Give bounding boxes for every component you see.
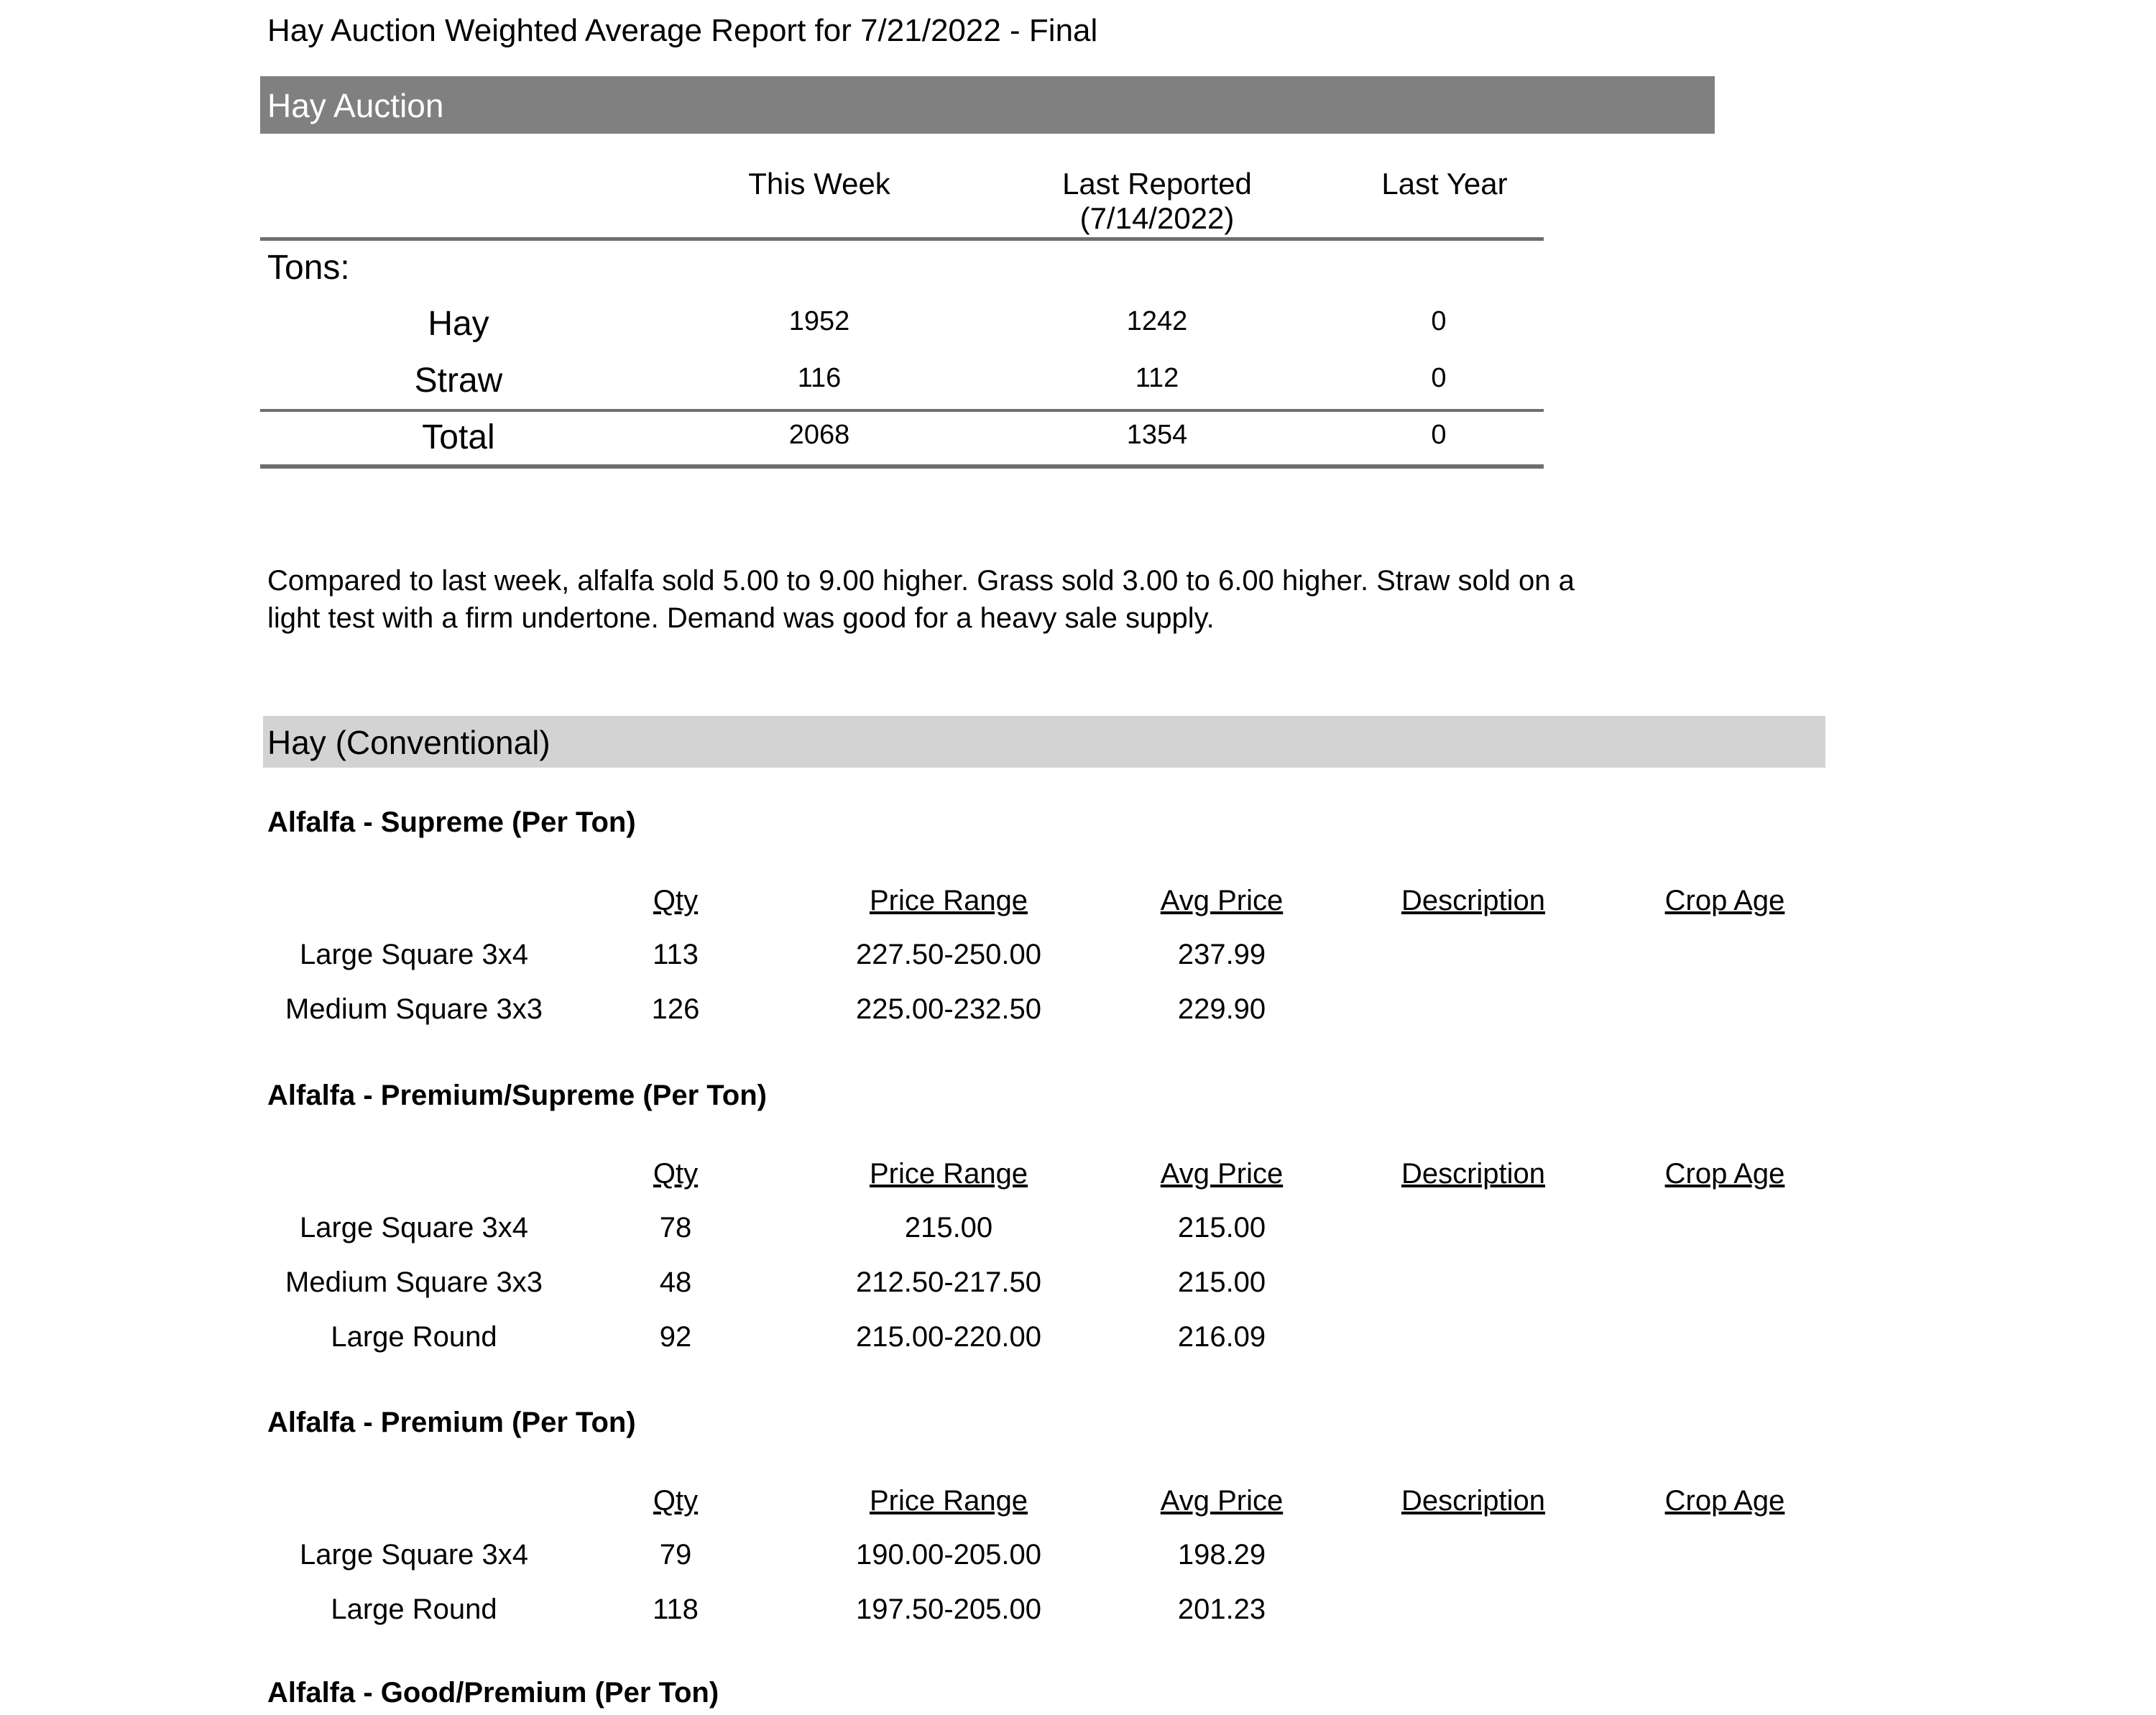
- table-row-type: Medium Square 3x3: [285, 1266, 543, 1298]
- table-row-avg: 237.99: [1177, 939, 1266, 970]
- summary-bottom-rule: [260, 464, 1544, 469]
- col-header-qty: Qty: [653, 1158, 699, 1190]
- table-row-qty: 118: [653, 1594, 699, 1625]
- table-row-range: 225.00-232.50: [855, 993, 1041, 1025]
- table-row-avg: 198.29: [1177, 1539, 1266, 1571]
- summary-cell: 1242: [1126, 306, 1188, 336]
- col-header-avg-price: Avg Price: [1160, 1485, 1284, 1517]
- col-header-qty: Qty: [653, 1485, 699, 1517]
- table-row-type: Medium Square 3x3: [285, 993, 543, 1025]
- table-row-qty: 126: [651, 993, 700, 1025]
- col-last-reported: [1013, 167, 1301, 236]
- tons-label: Tons:: [267, 249, 350, 287]
- market-commentary: Compared to last week, alfalfa sold 5.00 to 9.00 higher. Grass sold 3.00 to 6.00 higher. Straw sold on a light test with a firm undertone. Demand was good for a heavy sale supply.: [267, 565, 1575, 634]
- table-row-range: 227.50-250.00: [855, 939, 1041, 970]
- summary-total-rule: [260, 409, 1544, 412]
- col-header-crop-age: Crop Age: [1664, 1158, 1785, 1190]
- table-row-qty: 79: [659, 1539, 692, 1571]
- hay-auction-section-header: [260, 76, 1715, 134]
- table-row-avg: 215.00: [1177, 1212, 1266, 1243]
- summary-cell: 2068: [788, 420, 850, 450]
- col-last-reported-label: Last Reported: [1062, 167, 1252, 201]
- col-last-year: Last Year: [1381, 167, 1508, 201]
- table-row-qty: 78: [659, 1212, 692, 1243]
- table-row-qty: 48: [659, 1266, 692, 1298]
- table-row-type: Large Square 3x4: [299, 939, 528, 970]
- table-row-range: 212.50-217.50: [855, 1266, 1041, 1298]
- col-last-reported-date: (7/14/2022): [1079, 201, 1235, 235]
- summary-row-label: Total: [422, 418, 495, 456]
- summary-cell: 0: [1431, 420, 1447, 450]
- report-title: Hay Auction Weighted Average Report for 7/21/2022 - Final: [267, 13, 1098, 48]
- summary-cell: 116: [797, 363, 842, 393]
- table-row-avg: 229.90: [1177, 993, 1266, 1025]
- summary-cell: 112: [1135, 363, 1179, 393]
- summary-cell: 1952: [788, 306, 850, 336]
- col-header-crop-age: Crop Age: [1664, 885, 1785, 916]
- summary-row-label: Straw: [414, 362, 503, 400]
- grade-section-title: Alfalfa - Premium (Per Ton): [267, 1407, 636, 1438]
- table-row-range: 190.00-205.00: [855, 1539, 1041, 1571]
- col-header-price-range: Price Range: [869, 1158, 1028, 1190]
- col-header-avg-price: Avg Price: [1160, 885, 1284, 916]
- col-header-qty: Qty: [653, 885, 699, 916]
- table-row-range: 215.00: [904, 1212, 993, 1243]
- col-header-price-range: Price Range: [869, 885, 1028, 916]
- table-row-avg: 216.09: [1177, 1321, 1266, 1353]
- grade-section-title: Alfalfa - Premium/Supreme (Per Ton): [267, 1080, 767, 1111]
- summary-cell: 1354: [1126, 420, 1188, 450]
- table-row-avg: 201.23: [1177, 1594, 1266, 1625]
- summary-header-rule: [260, 237, 1544, 241]
- conventional-section-header: [263, 716, 1825, 768]
- conventional-section-title: Hay (Conventional): [267, 724, 550, 761]
- table-row-qty: 113: [653, 939, 699, 970]
- table-row-type: Large Square 3x4: [299, 1212, 528, 1243]
- hay-auction-section-title: Hay Auction: [267, 87, 444, 124]
- table-row-range: 197.50-205.00: [855, 1594, 1041, 1625]
- table-row-type: Large Round: [331, 1321, 497, 1353]
- col-header-description: Description: [1401, 885, 1546, 916]
- table-row-avg: 215.00: [1177, 1266, 1266, 1298]
- col-this-week: This Week: [748, 167, 890, 201]
- summary-cell: 0: [1431, 306, 1447, 336]
- col-header-avg-price: Avg Price: [1160, 1158, 1284, 1190]
- table-row-qty: 92: [659, 1321, 692, 1353]
- col-header-crop-age: Crop Age: [1664, 1485, 1785, 1517]
- summary-row-label: Hay: [428, 305, 489, 343]
- grade-section-title: Alfalfa - Good/Premium (Per Ton): [267, 1677, 719, 1709]
- grade-section-title: Alfalfa - Supreme (Per Ton): [267, 806, 636, 838]
- col-header-description: Description: [1401, 1485, 1546, 1517]
- col-header-description: Description: [1401, 1158, 1546, 1190]
- table-row-type: Large Round: [331, 1594, 497, 1625]
- table-row-range: 215.00-220.00: [855, 1321, 1041, 1353]
- col-header-price-range: Price Range: [869, 1485, 1028, 1517]
- summary-cell: 0: [1431, 363, 1447, 393]
- table-row-type: Large Square 3x4: [299, 1539, 528, 1571]
